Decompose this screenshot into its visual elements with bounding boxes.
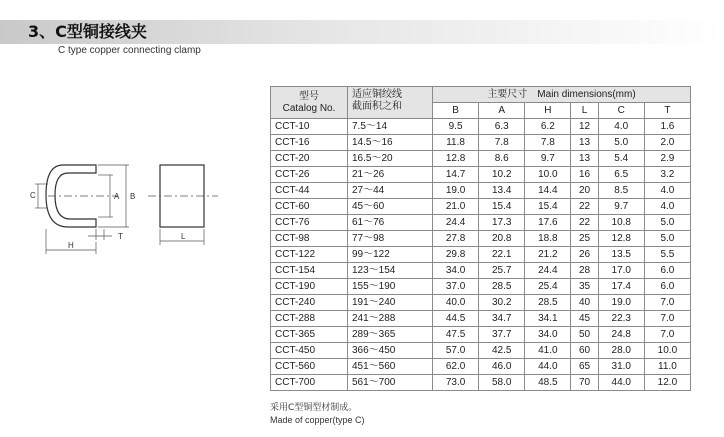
header-dim-c: C — [598, 103, 644, 119]
cell-dim-l: 40 — [571, 295, 598, 311]
cell-dim-c: 5.0 — [598, 135, 644, 151]
cell-catalog-no: CCT-122 — [271, 247, 348, 263]
cell-dim-a: 15.4 — [479, 199, 525, 215]
cell-catalog-no: CCT-154 — [271, 263, 348, 279]
cell-dim-h: 10.0 — [525, 167, 571, 183]
cell-dim-t: 5.0 — [644, 231, 690, 247]
cell-dim-c: 12.8 — [598, 231, 644, 247]
cell-dim-c: 44.0 — [598, 375, 644, 391]
cell-dim-t: 11.0 — [644, 359, 690, 375]
cell-cross-section: 241～288 — [348, 311, 433, 327]
cell-dim-c: 10.8 — [598, 215, 644, 231]
cell-dim-c: 8.5 — [598, 183, 644, 199]
cell-dim-h: 9.7 — [525, 151, 571, 167]
header-dim-l: L — [571, 103, 598, 119]
cell-catalog-no: CCT-44 — [271, 183, 348, 199]
cell-dim-b: 37.0 — [433, 279, 479, 295]
cell-cross-section: 14.5～16 — [348, 135, 433, 151]
cell-dim-h: 48.5 — [525, 375, 571, 391]
header-catalog-no: 型号 Catalog No. — [271, 87, 348, 119]
cell-dim-c: 19.0 — [598, 295, 644, 311]
table-row — [271, 183, 691, 199]
cell-cross-section: 61～76 — [348, 215, 433, 231]
cell-dim-b: 29.8 — [433, 247, 479, 263]
cell-dim-l: 12 — [571, 119, 598, 135]
cell-dim-a: 10.2 — [479, 167, 525, 183]
cell-catalog-no: CCT-700 — [271, 375, 348, 391]
cell-dim-c: 28.0 — [598, 343, 644, 359]
note-chinese: 采用C型铜型材制成。 — [270, 403, 358, 413]
cell-dim-c: 5.4 — [598, 151, 644, 167]
cell-dim-a: 58.0 — [479, 375, 525, 391]
cell-dim-c: 24.8 — [598, 327, 644, 343]
cell-catalog-no: CCT-16 — [271, 135, 348, 151]
cell-dim-b: 12.8 — [433, 151, 479, 167]
cell-catalog-no: CCT-26 — [271, 167, 348, 183]
cell-dim-t: 12.0 — [644, 375, 690, 391]
dim-label-t: T — [118, 232, 123, 241]
header-dim-a: A — [479, 103, 525, 119]
cell-dim-b: 47.5 — [433, 327, 479, 343]
cell-cross-section: 16.5～20 — [348, 151, 433, 167]
cell-dim-t: 7.0 — [644, 327, 690, 343]
cell-cross-section: 123～154 — [348, 263, 433, 279]
cell-dim-h: 25.4 — [525, 279, 571, 295]
cell-catalog-no: CCT-76 — [271, 215, 348, 231]
cell-dim-b: 44.5 — [433, 311, 479, 327]
cell-dim-h: 34.1 — [525, 311, 571, 327]
table-row — [271, 311, 691, 327]
cell-catalog-no: CCT-560 — [271, 359, 348, 375]
cell-dim-a: 25.7 — [479, 263, 525, 279]
cell-dim-l: 20 — [571, 183, 598, 199]
cell-dim-b: 21.0 — [433, 199, 479, 215]
table-row — [271, 135, 691, 151]
cell-dim-l: 28 — [571, 263, 598, 279]
header-dim-t: T — [644, 103, 690, 119]
cell-dim-a: 8.6 — [479, 151, 525, 167]
table-row — [271, 343, 691, 359]
cell-dim-l: 45 — [571, 311, 598, 327]
cell-dim-t: 2.0 — [644, 135, 690, 151]
clamp-technical-drawing — [28, 150, 243, 265]
cell-dim-t: 7.0 — [644, 295, 690, 311]
table-row — [271, 247, 691, 263]
cell-dim-a: 37.7 — [479, 327, 525, 343]
cell-cross-section: 21～26 — [348, 167, 433, 183]
cell-dim-a: 22.1 — [479, 247, 525, 263]
page-title: 3、C型铜接线夹 — [28, 22, 147, 41]
dim-label-b: B — [130, 192, 136, 201]
cell-cross-section: 155～190 — [348, 279, 433, 295]
table-row — [271, 215, 691, 231]
cell-dim-a: 34.7 — [479, 311, 525, 327]
cell-dim-t: 4.0 — [644, 199, 690, 215]
cell-dim-t: 1.6 — [644, 119, 690, 135]
cell-dim-t: 6.0 — [644, 263, 690, 279]
cell-dim-t: 6.0 — [644, 279, 690, 295]
cell-catalog-no: CCT-365 — [271, 327, 348, 343]
cell-dim-a: 30.2 — [479, 295, 525, 311]
table-row — [271, 167, 691, 183]
cell-dim-h: 14.4 — [525, 183, 571, 199]
cell-catalog-no: CCT-98 — [271, 231, 348, 247]
table-row — [271, 327, 691, 343]
cell-dim-a: 6.3 — [479, 119, 525, 135]
header-dim-b: B — [433, 103, 479, 119]
cell-dim-a: 7.8 — [479, 135, 525, 151]
cell-dim-c: 6.5 — [598, 167, 644, 183]
cell-dim-l: 13 — [571, 135, 598, 151]
cell-cross-section: 561～700 — [348, 375, 433, 391]
cell-dim-l: 13 — [571, 151, 598, 167]
dim-label-c: C — [30, 191, 36, 200]
cell-dim-a: 17.3 — [479, 215, 525, 231]
cell-dim-t: 2.9 — [644, 151, 690, 167]
cell-dim-c: 9.7 — [598, 199, 644, 215]
specification-table — [270, 86, 691, 391]
header-dim-h: H — [525, 103, 571, 119]
cell-cross-section: 7.5～14 — [348, 119, 433, 135]
cell-dim-h: 21.2 — [525, 247, 571, 263]
cell-cross-section: 99～122 — [348, 247, 433, 263]
cell-dim-b: 34.0 — [433, 263, 479, 279]
cell-catalog-no: CCT-288 — [271, 311, 348, 327]
cell-dim-l: 26 — [571, 247, 598, 263]
cell-dim-a: 20.8 — [479, 231, 525, 247]
table-row — [271, 279, 691, 295]
cell-dim-h: 34.0 — [525, 327, 571, 343]
cell-dim-h: 41.0 — [525, 343, 571, 359]
cell-dim-l: 16 — [571, 167, 598, 183]
table-row — [271, 119, 691, 135]
cell-dim-c: 22.3 — [598, 311, 644, 327]
cell-dim-t: 10.0 — [644, 343, 690, 359]
cell-dim-a: 13.4 — [479, 183, 525, 199]
header-main-dimensions: 主要尺寸 Main dimensions(mm) — [433, 87, 691, 103]
cell-dim-b: 62.0 — [433, 359, 479, 375]
cell-dim-a: 46.0 — [479, 359, 525, 375]
cell-catalog-no: CCT-10 — [271, 119, 348, 135]
note-english: Made of copper(type C) — [270, 415, 365, 425]
cell-catalog-no: CCT-20 — [271, 151, 348, 167]
cell-dim-b: 40.0 — [433, 295, 479, 311]
cell-cross-section: 366～450 — [348, 343, 433, 359]
table-row — [271, 295, 691, 311]
cell-dim-a: 42.5 — [479, 343, 525, 359]
cell-dim-t: 5.5 — [644, 247, 690, 263]
cell-catalog-no: CCT-60 — [271, 199, 348, 215]
cell-dim-b: 19.0 — [433, 183, 479, 199]
cell-dim-t: 4.0 — [644, 183, 690, 199]
cell-cross-section: 451～560 — [348, 359, 433, 375]
cell-dim-l: 22 — [571, 199, 598, 215]
cell-dim-h: 17.6 — [525, 215, 571, 231]
cell-dim-b: 57.0 — [433, 343, 479, 359]
cell-dim-l: 60 — [571, 343, 598, 359]
cell-dim-h: 15.4 — [525, 199, 571, 215]
table-row — [271, 375, 691, 391]
page-subtitle: C type copper connecting clamp — [58, 45, 201, 56]
cell-dim-l: 70 — [571, 375, 598, 391]
cell-catalog-no: CCT-190 — [271, 279, 348, 295]
cell-dim-b: 11.8 — [433, 135, 479, 151]
cell-dim-l: 65 — [571, 359, 598, 375]
cell-cross-section: 45～60 — [348, 199, 433, 215]
dim-label-l: L — [181, 232, 186, 241]
table-row — [271, 359, 691, 375]
dim-label-a: A — [114, 192, 120, 201]
dim-label-h: H — [68, 241, 74, 250]
cell-dim-b: 14.7 — [433, 167, 479, 183]
cell-dim-b: 73.0 — [433, 375, 479, 391]
cell-cross-section: 77～98 — [348, 231, 433, 247]
cell-dim-b: 24.4 — [433, 215, 479, 231]
cell-dim-c: 17.4 — [598, 279, 644, 295]
cell-dim-c: 31.0 — [598, 359, 644, 375]
cell-dim-h: 24.4 — [525, 263, 571, 279]
cell-dim-l: 25 — [571, 231, 598, 247]
cell-dim-c: 17.0 — [598, 263, 644, 279]
cell-dim-a: 28.5 — [479, 279, 525, 295]
cell-dim-t: 5.0 — [644, 215, 690, 231]
cell-dim-b: 27.8 — [433, 231, 479, 247]
table-row — [271, 151, 691, 167]
cell-dim-c: 13.5 — [598, 247, 644, 263]
table-row — [271, 199, 691, 215]
cell-dim-l: 22 — [571, 215, 598, 231]
cell-cross-section: 289～365 — [348, 327, 433, 343]
cell-dim-c: 4.0 — [598, 119, 644, 135]
cell-cross-section: 191～240 — [348, 295, 433, 311]
cell-catalog-no: CCT-240 — [271, 295, 348, 311]
cell-dim-h: 6.2 — [525, 119, 571, 135]
cell-dim-t: 7.0 — [644, 311, 690, 327]
cell-dim-t: 3.2 — [644, 167, 690, 183]
cell-dim-h: 18.8 — [525, 231, 571, 247]
cell-dim-h: 28.5 — [525, 295, 571, 311]
cell-dim-h: 7.8 — [525, 135, 571, 151]
cell-dim-b: 9.5 — [433, 119, 479, 135]
cell-dim-l: 50 — [571, 327, 598, 343]
cell-dim-l: 35 — [571, 279, 598, 295]
header-cross-section: 适应铜绞线 截面积之和 — [348, 87, 433, 119]
table-row — [271, 263, 691, 279]
cell-dim-h: 44.0 — [525, 359, 571, 375]
cell-catalog-no: CCT-450 — [271, 343, 348, 359]
table-row — [271, 231, 691, 247]
cell-cross-section: 27～44 — [348, 183, 433, 199]
